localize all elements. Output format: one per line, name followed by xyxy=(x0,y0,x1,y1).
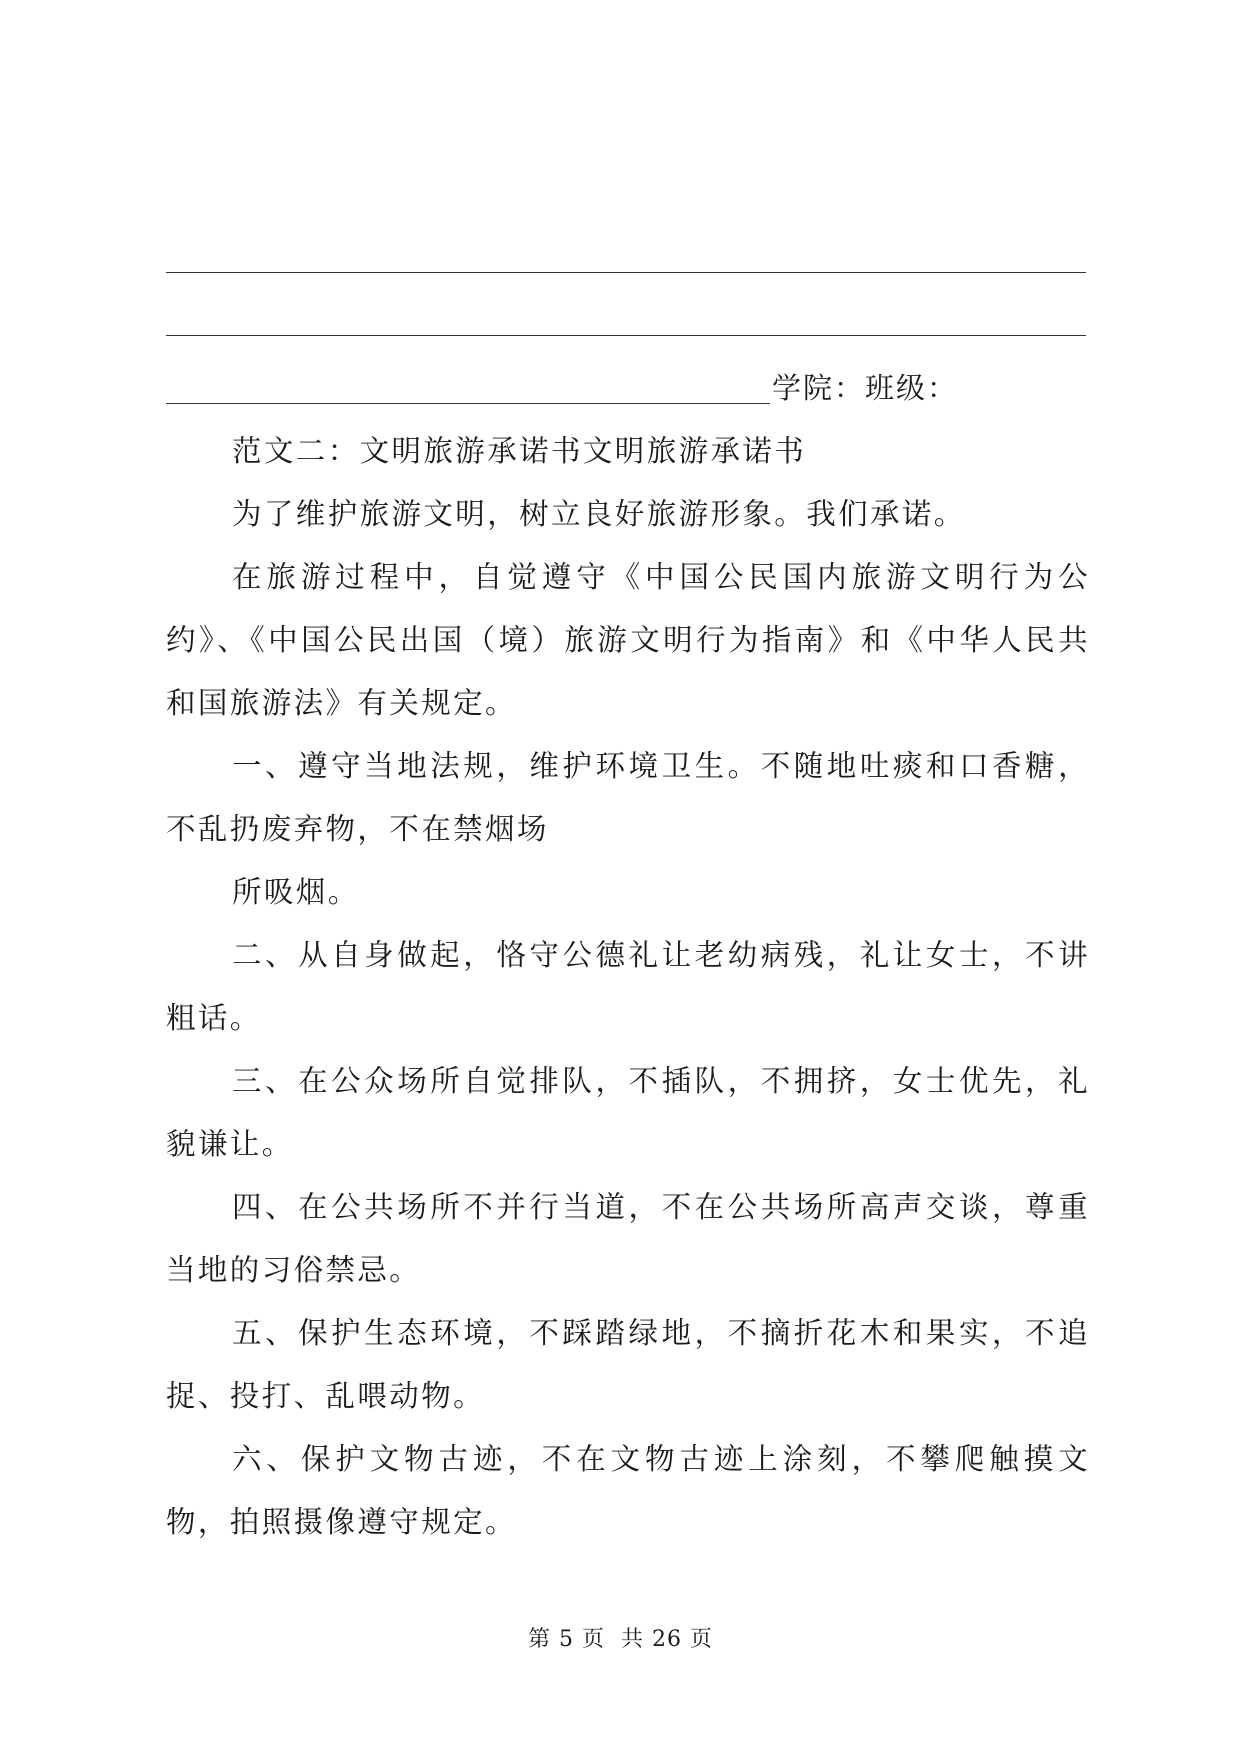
paragraph-item: 一、遵守当地法规，维护环境卫生。不随地吐痰和口香糖，不乱扔废弃物，不在禁烟场 xyxy=(166,749,1090,846)
college-class-label: 学院：班级： xyxy=(772,371,959,405)
paragraph-item: 三、在公众场所自觉排队，不插队，不拥挤，女士优先，礼貌谦让。 xyxy=(166,1064,1090,1161)
blank-signature-line xyxy=(166,335,1086,336)
paragraph-item: 四、在公共场所不并行当道，不在公共场所高声交谈，尊重当地的习俗禁忌。 xyxy=(166,1190,1090,1287)
paragraph: 在旅游过程中，自觉遵守《中国公民国内旅游文明行为公约》、《中国公民出国（境）旅游文明行为指南》和《中华人民共和国旅游法》有关规定。 xyxy=(166,560,1090,720)
document-body xyxy=(166,420,1090,1554)
paragraph: 为了维护旅游文明，树立良好旅游形象。我们承诺。 xyxy=(232,497,966,531)
signature-row xyxy=(166,366,1086,410)
name-blank-line xyxy=(166,403,770,404)
blank-signature-line xyxy=(166,272,1086,273)
paragraph-item: 六、保护文物古迹，不在文物古迹上涂刻，不攀爬触摸文物，拍照摄像遵守规定。 xyxy=(166,1442,1090,1539)
paragraph-item-continuation: 所吸烟。 xyxy=(232,875,360,909)
page-footer xyxy=(0,1622,1241,1653)
paragraph-title: 范文二：文明旅游承诺书文明旅游承诺书 xyxy=(232,434,807,468)
paragraph-item: 五、保护生态环境，不踩踏绿地，不摘折花木和果实，不追捉、投打、乱喂动物。 xyxy=(166,1316,1090,1413)
page-number: 第 5 页 共 26 页 xyxy=(528,1627,713,1652)
paragraph-item: 二、从自身做起，恪守公德礼让老幼病残，礼让女士，不讲粗话。 xyxy=(166,938,1090,1035)
